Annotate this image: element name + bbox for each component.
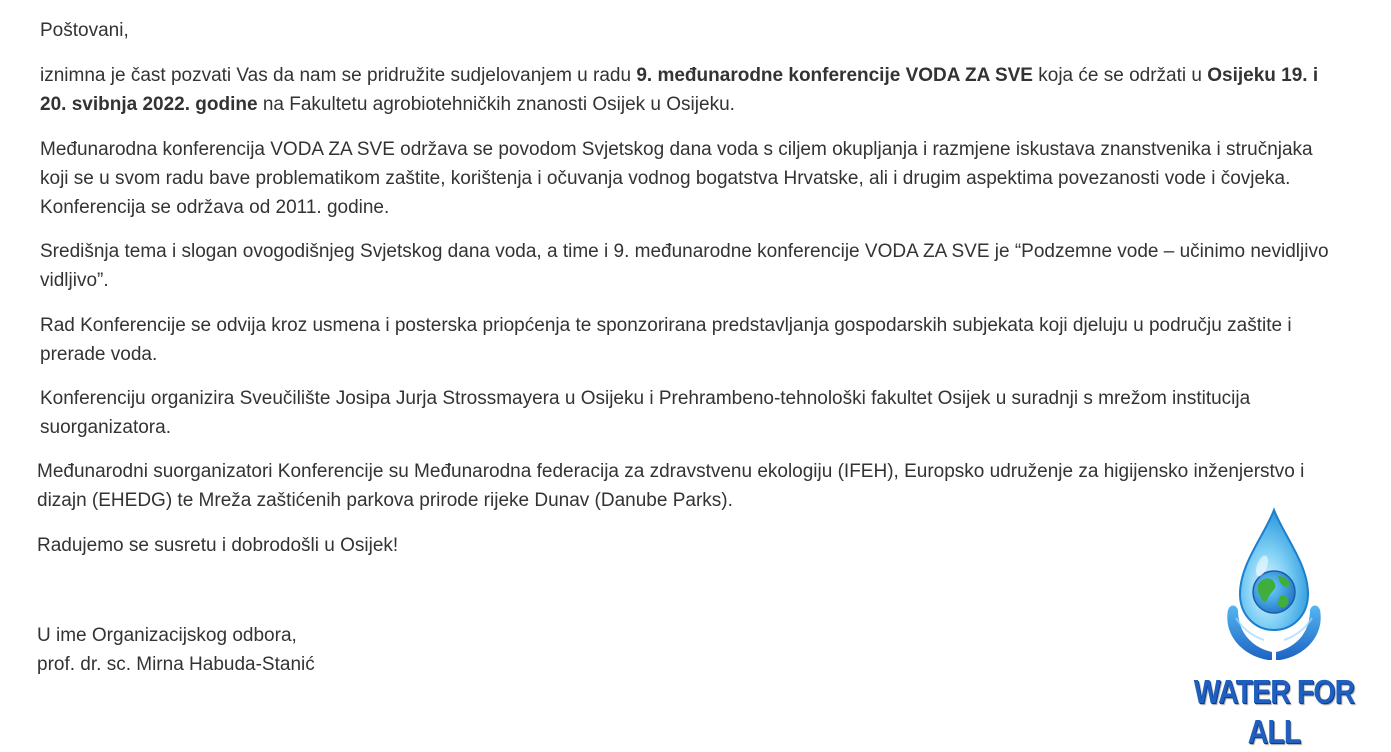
invitation-text-1: iznimna je čast pozvati Vas da nam se pridružite sudjelovanjem u radu <box>40 65 637 86</box>
paragraph-organizers: Konferenciju organizira Sveučilište Josipa Jurja Strossmayera u Osijeku i Prehrambeno-tehnološki fakultet Osijek u suradnji s mrežom institucija suorganizatora. <box>40 388 1251 438</box>
signature-line-name: prof. dr. sc. Mirna Habuda-Stanić <box>37 654 315 675</box>
invitation-text-2: koja će se održati u <box>1032 65 1208 86</box>
water-drop-globe-hands-icon <box>1172 506 1376 676</box>
invitation-text-3: na Fakultetu agrobiotehničkih znanosti Osijek u Osijeku. <box>257 94 735 115</box>
paragraph-welcome: Radujemo se susretu i dobrodošli u Osijek! <box>37 535 399 556</box>
water-for-all-logo <box>1172 506 1376 750</box>
signature-line-committee: U ime Organizacijskog odbora, <box>37 625 297 646</box>
conference-name-bold: 9. međunarodne konferencije VODA ZA SVE <box>636 65 1033 86</box>
paragraph-co-organizers: Međunarodni suorganizatori Konferencije su Međunarodna federacija za zdravstvenu ekologiju (IFEH), Europsko udruženje za higijensko inženjerstvo i dizajn (EHEDG) te Mreža zaštićenih parkova prirode rijeke Dunav (Danube Parks). <box>37 461 1305 511</box>
paragraph-invitation <box>40 61 1330 119</box>
paragraph-theme: Središnja tema i slogan ovogodišnjeg Svjetskog dana voda, a time i 9. međunarodne konferencije VODA ZA SVE je “Podzemne vode – učinimo nevidljivo vidljivo”. <box>40 241 1329 291</box>
greeting: Poštovani, <box>40 20 129 41</box>
paragraph-about-conference: Međunarodna konferencija VODA ZA SVE održava se povodom Svjetskog dana voda s ciljem okupljanja i razmjene iskustava znanstvenika i stručnjaka koji se u svom radu bave problematikom zaštite, korištenja i očuvanja vodnog bogatstva Hrvatske, ali i drugim aspektima povezanosti vode i čovjeka. Konferencija se održava od 2011. godine. <box>40 139 1313 218</box>
conference-date-bold: Osijeku 19. i 20. svibnja 2022. godine <box>40 65 1319 115</box>
paragraph-format: Rad Konferencije se odvija kroz usmena i posterska priopćenja te sponzorirana predstavljanja gospodarskih subjekata koji djeluju u području zaštite i prerade voda. <box>40 315 1292 365</box>
logo-text: WATER FOR ALL <box>1193 673 1355 750</box>
